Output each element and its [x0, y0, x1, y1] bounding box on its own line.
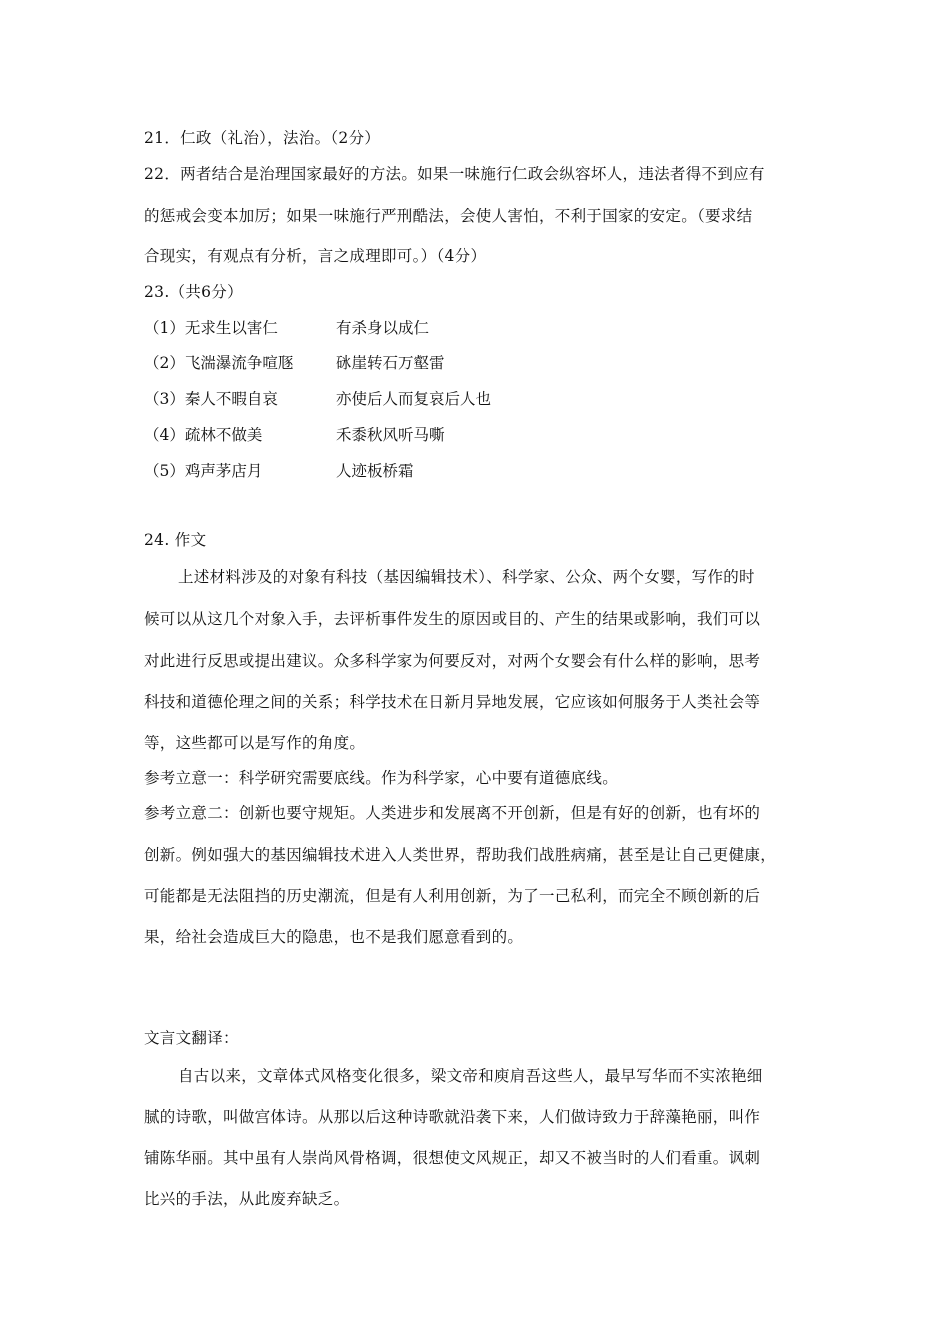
q24-reference-2-line-1: 参考立意二：创新也要守规矩。人类进步和发展离不开创新，但是有好的创新，也有坏的: [144, 804, 761, 822]
q23-item-2-answer: 砯崖转石万壑雷: [336, 354, 445, 372]
q24-reference-1: 参考立意一：科学研究需要底线。作为科学家，心中要有道德底线。: [144, 769, 619, 787]
q24-para-line-2: 候可以从这几个对象入手，去评析事件发生的原因或目的、产生的结果或影响，我们可以: [144, 610, 761, 628]
q24-reference-2-line-4: 果，给社会造成巨大的隐患，也不是我们愿意看到的。: [144, 928, 524, 946]
q24-para-line-1: 上述材料涉及的对象有科技（基因编辑技术）、科学家、公众、两个女婴，写作的时: [178, 568, 755, 586]
q24-para-line-5: 等，这些都可以是写作的角度。: [144, 734, 366, 752]
q23-item-1-answer: 有杀身以成仁: [336, 319, 430, 337]
q23-item-1: [144, 318, 744, 338]
q23-item-4-answer: 禾黍秋风听马嘶: [336, 426, 445, 444]
q22-line-3: 合现实，有观点有分析，言之成理即可。）（4分）: [144, 247, 487, 265]
q23-item-5-prompt: （5）鸡声茅店月: [144, 462, 263, 480]
q24-header: 24. 作文: [144, 531, 207, 549]
translation-line-2: 腻的诗歌，叫做宫体诗。从那以后这种诗歌就沿袭下来，人们做诗致力于辞藻艳丽，叫作: [144, 1108, 761, 1126]
q24-reference-2-line-3: 可能都是无法阻挡的历史潮流，但是有人利用创新，为了一己私利，而完全不顾创新的后: [144, 887, 761, 905]
q23-item-3-answer: 亦使后人而复哀后人也: [336, 390, 492, 408]
q23-item-1-prompt: （1）无求生以害仁: [144, 319, 278, 337]
q23-item-3: [144, 389, 744, 409]
translation-line-1: 自古以来，文章体式风格变化很多，梁文帝和庾肩吾这些人，最早写华而不实浓艳细: [178, 1067, 763, 1085]
q23-item-4: [144, 425, 744, 445]
translation-line-3: 铺陈华丽。其中虽有人崇尚风骨格调，很想使文风规正，却又不被当时的人们看重。讽刺: [144, 1149, 761, 1167]
q24-reference-2-line-2: 创新。例如强大的基因编辑技术进入人类世界，帮助我们战胜病痛，甚至是让自己更健康，: [144, 846, 777, 864]
q21-answer: 21．仁政（礼治），法治。（2分）: [144, 129, 381, 147]
q24-para-line-3: 对此进行反思或提出建议。众多科学家为何要反对，对两个女婴会有什么样的影响，思考: [144, 652, 761, 670]
q23-item-5-answer: 人迹板桥霜: [336, 462, 414, 480]
q22-line-2: 的惩戒会变本加厉；如果一味施行严刑酷法，会使人害怕，不利于国家的安定。（要求结: [144, 207, 753, 225]
translation-line-4: 比兴的手法，从此废弃缺乏。: [144, 1190, 350, 1208]
q23-item-2-prompt: （2）飞湍瀑流争喧豗: [144, 354, 294, 372]
q24-para-line-4: 科技和道德伦理之间的关系；科学技术在日新月异地发展，它应该如何服务于人类社会等: [144, 693, 761, 711]
q22-line-1: 22．两者结合是治理国家最好的方法。如果一味施行仁政会纵容坏人，违法者得不到应有: [144, 165, 765, 183]
q23-item-4-prompt: （4）疏林不做美: [144, 426, 263, 444]
q23-item-5: [144, 461, 744, 481]
translation-header: 文言文翻译：: [144, 1029, 239, 1047]
q23-item-2: [144, 353, 744, 373]
q23-header: 23.（共6分）: [144, 283, 243, 301]
q23-item-3-prompt: （3）秦人不暇自哀: [144, 390, 278, 408]
